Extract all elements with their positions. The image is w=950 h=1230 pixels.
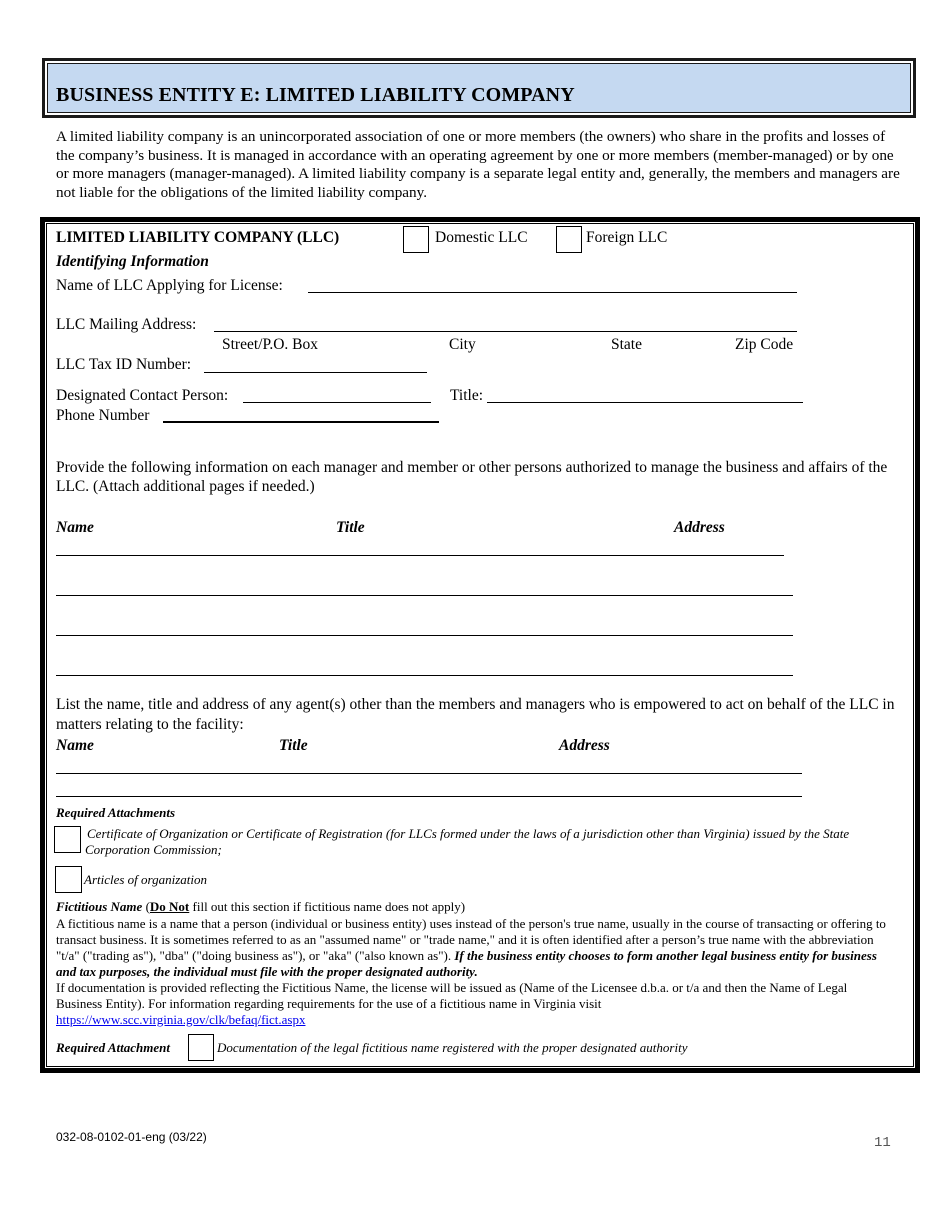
agent-row-line[interactable]: [56, 773, 802, 774]
fictitious-doc-text: Documentation of the legal fictitious name registered with the proper designated authority: [217, 1040, 688, 1055]
manager-row-line[interactable]: [56, 675, 793, 676]
form-code: 032-08-0102-01-eng (03/22): [56, 1130, 207, 1144]
managers-col-address: Address: [674, 519, 725, 536]
domestic-llc-checkbox[interactable]: [403, 226, 429, 253]
certificate-checkbox[interactable]: [54, 826, 81, 853]
foreign-llc-checkbox[interactable]: [556, 226, 582, 253]
fictitious-body: [56, 916, 896, 1028]
contact-title-label: Title:: [450, 387, 484, 404]
agents-col-address: Address: [559, 737, 610, 754]
mailing-address-label: LLC Mailing Address:: [56, 316, 197, 333]
llc-section-title: LIMITED LIABILITY COMPANY (LLC): [56, 229, 340, 246]
fictitious-documentation: If documentation is provided reflecting the Fictitious Name, the license will be issued as (Name of the Licensee d.b.a. or t/a and then the Name of Legal Business Entity). For information regarding requirements for the use of a fictitious name in Virginia visit: [56, 979, 848, 1011]
attachments-heading: Required Attachments: [56, 805, 176, 820]
fictitious-warning: If the business entity chooses to form another legal business entity for business and tax purposes, the individual must file with the proper designated authority.: [56, 947, 877, 979]
agent-row-line[interactable]: [56, 796, 802, 797]
managers-col-title: Title: [336, 519, 365, 536]
fictitious-heading: Fictitious Name: [56, 899, 143, 914]
mailing-address-field[interactable]: [214, 331, 797, 332]
fictitious-heading-line: Fictitious Name (Do Not fill out this section if fictitious name does not apply): [56, 899, 466, 914]
required-attachment-label: Required Attachment: [56, 1040, 170, 1055]
manager-row-line[interactable]: [56, 555, 784, 556]
scc-fictitious-link[interactable]: https://www.scc.virginia.gov/clk/befaq/fict.aspx: [56, 1011, 306, 1027]
tax-id-field[interactable]: [204, 372, 427, 373]
fictitious-definition: A fictitious name is a name that a person (individual or business entity) uses instead of the person's true name, usually in the course of transacting or offering to transact business. It is sometimes referred to as an "assumed name" or "trade name," and it is often identified after a person’s true name with the abbreviation "t/a" ("trading as"), "dba" ("doing business as"), or "aka" ("also known as").: [56, 915, 886, 963]
phone-label: Phone Number: [56, 407, 150, 424]
manager-row-line[interactable]: [56, 595, 793, 596]
state-caption: State: [611, 336, 642, 353]
managers-col-name: Name: [56, 519, 94, 536]
intro-paragraph: A limited liability company is an unincorporated association of one or more members (the owners) who share in the profits and losses of the company’s business. It is managed in accordance with an operating agreement by one or more members (member-managed) or by one or more managers (manager-managed). A limited liability company is a separate legal entity and, generally, the members and managers are not liable for the obligations of the limited liability company.: [56, 128, 900, 201]
page-title: BUSINESS ENTITY E: LIMITED LIABILITY COMPANY: [56, 84, 575, 106]
do-not-emphasis: Do Not: [149, 899, 190, 914]
certificate-attachment-text: Certificate of Organization or Certificate of Registration (for LLCs formed under the laws of a jurisdiction other than Virginia) issued by the State Corporation Commission;: [85, 826, 850, 857]
articles-checkbox[interactable]: [55, 866, 82, 893]
agents-col-name: Name: [56, 737, 94, 754]
phone-field[interactable]: [163, 421, 439, 423]
manager-row-line[interactable]: [56, 635, 793, 636]
zip-caption: Zip Code: [735, 336, 794, 353]
articles-attachment-text: Articles of organization: [84, 872, 208, 887]
fictitious-heading-rest: fill out this section if fictitious name does not apply): [192, 899, 466, 914]
contact-title-field[interactable]: [487, 402, 803, 403]
fictitious-doc-checkbox[interactable]: [188, 1034, 214, 1061]
llc-name-label: Name of LLC Applying for License:: [56, 277, 283, 294]
contact-person-label: Designated Contact Person:: [56, 387, 229, 404]
agents-instructions: List the name, title and address of any agent(s) other than the members and managers who is empowered to act on behalf of the LLC in matters relating to the facility:: [56, 696, 895, 733]
identifying-info-heading: Identifying Information: [56, 253, 209, 270]
city-caption: City: [449, 336, 476, 353]
tax-id-label: LLC Tax ID Number:: [56, 356, 192, 373]
contact-person-field[interactable]: [243, 402, 431, 403]
managers-instructions: Provide the following information on each manager and member or other persons authorized to manage the business and affairs of the LLC. (Attach additional pages if needed.): [56, 459, 888, 495]
agents-col-title: Title: [279, 737, 308, 754]
domestic-llc-label: Domestic LLC: [435, 229, 528, 246]
street-caption: Street/P.O. Box: [222, 336, 319, 353]
llc-name-field[interactable]: [308, 292, 797, 293]
page-number: 11: [874, 1135, 891, 1151]
foreign-llc-label: Foreign LLC: [586, 229, 668, 246]
